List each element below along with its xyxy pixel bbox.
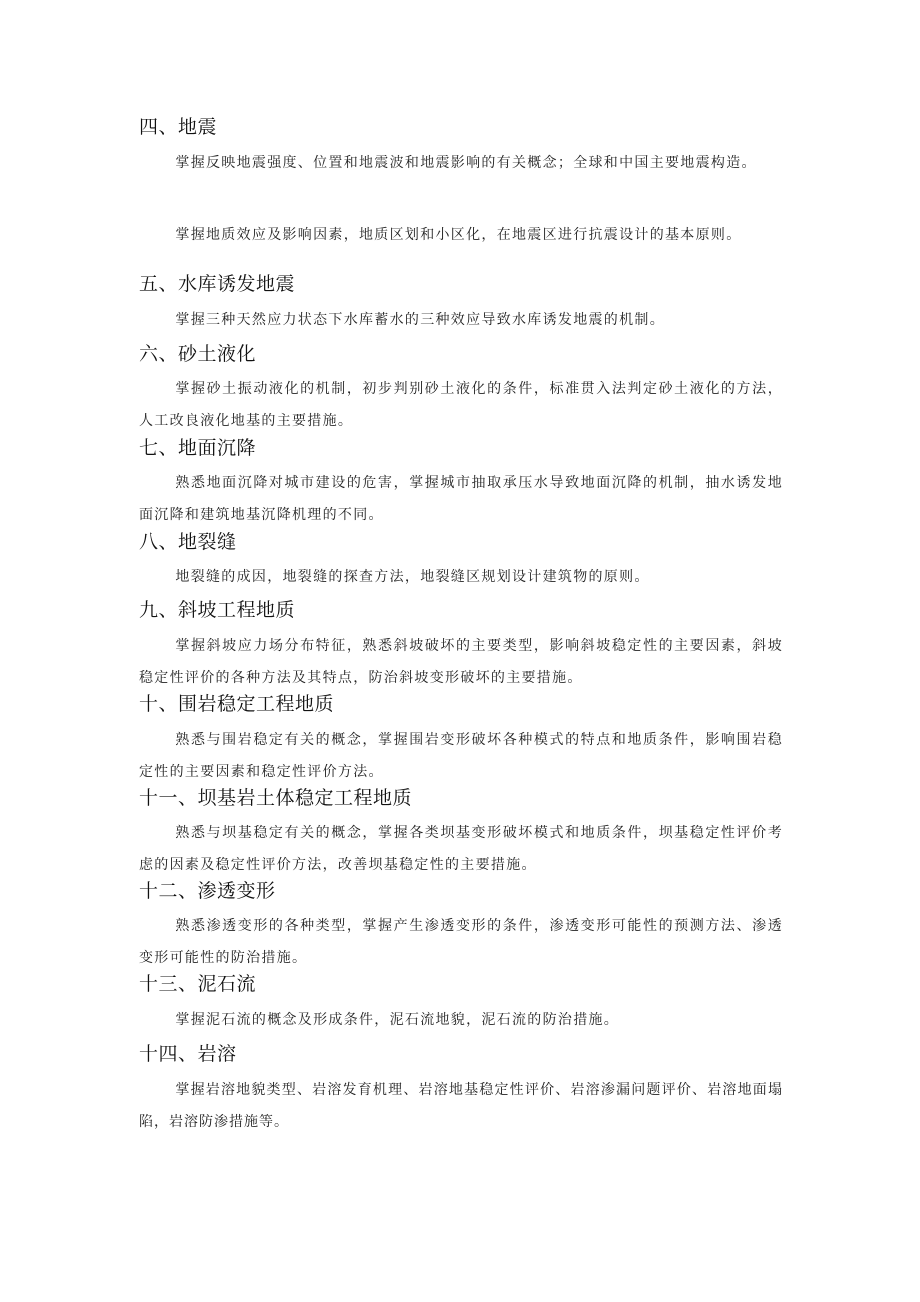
section-paragraph: 熟悉地面沉降对城市建设的危害，掌握城市抽取承压水导致地面沉降的机制，抽水诱发地面沉降和建筑地基沉降机理的不同。 (139, 475, 783, 523)
section-paragraph: 掌握地质效应及影响因素，地质区划和小区化，在地震区进行抗震设计的基本原则。 (175, 227, 742, 243)
section-paragraph: 熟悉与坝基稳定有关的概念，掌握各类坝基变形破坏模式和地质条件，坝基稳定性评价考虑的因素及稳定性评价方法，改善坝基稳定性的主要措施。 (139, 825, 783, 873)
section-heading: 五、水库诱发地震 (139, 273, 296, 295)
section-heading: 四、地震 (139, 116, 218, 138)
section-heading: 七、地面沉降 (139, 437, 257, 459)
section-heading: 十一、坝基岩土体稳定工程地质 (139, 787, 413, 809)
section-heading: 六、砂土液化 (139, 343, 257, 365)
section-paragraph: 掌握反映地震强度、位置和地震波和地震影响的有关概念；全球和中国主要地震构造。 (175, 155, 757, 171)
section-heading: 十四、岩溶 (139, 1043, 237, 1065)
section-heading: 九、斜坡工程地质 (139, 599, 296, 621)
section-paragraph: 掌握三种天然应力状态下水库蓄水的三种效应导致水库诱发地震的机制。 (175, 312, 665, 328)
section-heading: 十三、泥石流 (139, 973, 257, 995)
section-paragraph: 掌握砂土振动液化的机制，初步判别砂土液化的条件，标准贯入法判定砂土液化的方法，人工改良液化地基的主要措施。 (139, 381, 783, 429)
section-paragraph: 熟悉与围岩稳定有关的概念，掌握围岩变形破坏各种模式的特点和地质条件，影响围岩稳定性的主要因素和稳定性评价方法。 (139, 732, 783, 780)
section-paragraph: 掌握泥石流的概念及形成条件，泥石流地貌，泥石流的防治措施。 (175, 1012, 620, 1028)
section-paragraph: 熟悉渗透变形的各种类型，掌握产生渗透变形的条件，渗透变形可能性的预测方法、渗透变形可能性的防治措施。 (139, 918, 783, 966)
section-paragraph: 掌握斜坡应力场分布特征，熟悉斜坡破坏的主要类型，影响斜坡稳定性的主要因素，斜坡稳定性评价的各种方法及其特点，防治斜坡变形破坏的主要措施。 (139, 638, 783, 686)
section-heading: 十、围岩稳定工程地质 (139, 693, 335, 715)
section-heading: 八、地裂缝 (139, 531, 237, 553)
section-paragraph: 地裂缝的成因，地裂缝的探查方法，地裂缝区规划设计建筑物的原则。 (175, 569, 650, 585)
section-heading: 十二、渗透变形 (139, 880, 276, 902)
section-paragraph: 掌握岩溶地貌类型、岩溶发育机理、岩溶地基稳定性评价、岩溶渗漏问题评价、岩溶地面塌陷，岩溶防渗措施等。 (139, 1082, 783, 1130)
